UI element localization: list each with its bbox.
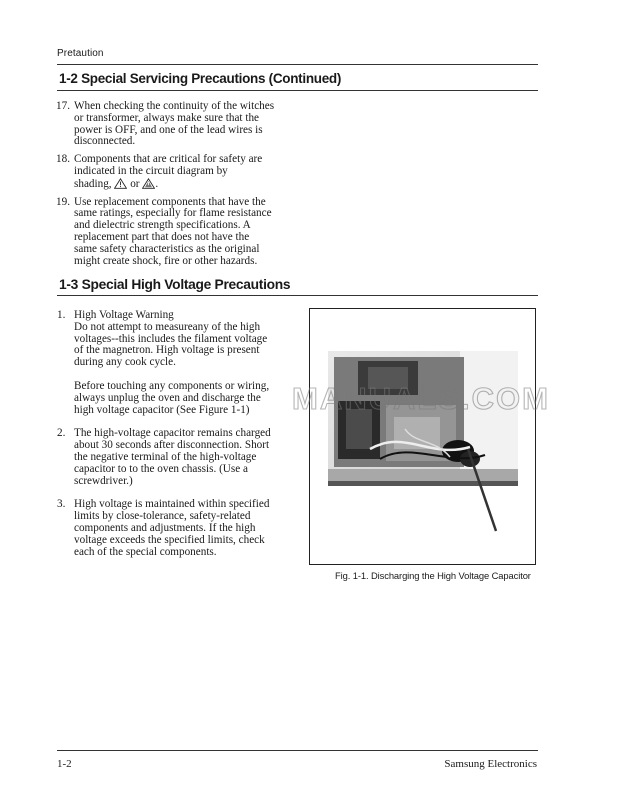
item-line: same safety characteristics as the original [74,242,260,255]
item-line: might create shock, fire or other hazards. [74,254,258,267]
list-item [57,154,287,190]
item-line: components and adjustments. If the high [74,521,256,534]
list-item [57,310,302,416]
item-line: and dielectric strength specifications. A [74,219,251,232]
item-line: voltage exceeds the specified limits, check [74,533,265,546]
item-line: High voltage is maintained within specified [74,498,270,511]
header-rule-top [57,64,538,65]
item-line: always unplug the oven and discharge the [74,391,261,404]
running-title: Pretaution [57,48,104,59]
item-line: Use replacement components that have the [74,195,266,208]
section-rule [57,295,538,296]
item-number: 19. [56,195,70,208]
item-paragraph [74,428,302,487]
item-line: replacement part that does not have the [74,230,250,243]
watermark: MANUALS.COM [292,381,550,416]
item-line: during any cook cycle. [74,356,176,369]
figure-caption: Fig. 1-1. Discharging the High Voltage Capacitor [335,570,531,581]
item-line: Before touching any components or wiring, [74,379,270,392]
item-paragraph [74,381,302,416]
page-number: 1-2 [57,758,72,770]
figure-photo-frame [309,308,536,565]
item-line: Components that are critical for safety are [74,153,263,166]
item-line: High Voltage Warning [74,309,174,321]
shading-line [74,178,287,191]
item-line: or transformer, always make sure that the [74,111,260,124]
list-item [57,428,302,487]
section-title-servicing: 1-2 Special Servicing Precautions (Continued) [59,71,342,86]
item-line: capacitor to to the oven chassis. (Use a [74,462,248,475]
servicing-precautions-list [57,101,287,273]
item-line: high voltage capacitor (See Figure 1-1) [74,403,250,416]
warning-triangle-icon [112,178,131,190]
shading-label: shading, [74,177,112,190]
footer-rule [57,750,538,751]
shaded-warning-triangle-icon [140,177,159,190]
item-paragraph [74,310,302,369]
item-number: 17. [56,100,70,112]
item-number: 1. [57,309,66,321]
item-number: 3. [57,498,66,511]
item-line: Do not attempt to measureany of the high [74,320,261,333]
item-line: same ratings, especially for flame resistance [74,207,272,220]
item-line: indicated in the circuit diagram by [74,164,228,177]
item-line: about 30 seconds after disconnection. Short [74,439,270,452]
list-item [57,101,287,148]
connector-word: or [130,177,140,190]
item-line: When checking the continuity of the witches [74,100,275,112]
company-name: Samsung Electronics [444,758,537,770]
item-line: the negative terminal of the high-voltage [74,450,257,463]
item-line: limits by close-tolerance, safety-related [74,510,251,523]
header-rule-bottom [57,90,538,91]
item-line: voltages--this includes the filament voltage [74,332,268,345]
item-line: power is OFF, and one of the lead wires is [74,123,263,136]
list-item [57,499,302,558]
high-voltage-list [57,310,302,570]
item-line: each of the special components. [74,545,217,558]
item-line: The high-voltage capacitor remains charged [74,427,271,440]
section-title-high-voltage: 1-3 Special High Voltage Precautions [59,277,291,292]
capacitor-photo [310,309,535,564]
item-line: of the magnetron. High voltage is present [74,344,260,357]
item-paragraph [74,499,302,558]
line-end: . [155,177,159,190]
list-item [57,197,287,268]
item-line: screwdriver.) [74,474,133,487]
item-line: disconnected. [74,135,136,148]
item-number: 2. [57,427,66,440]
item-number: 18. [56,153,70,166]
